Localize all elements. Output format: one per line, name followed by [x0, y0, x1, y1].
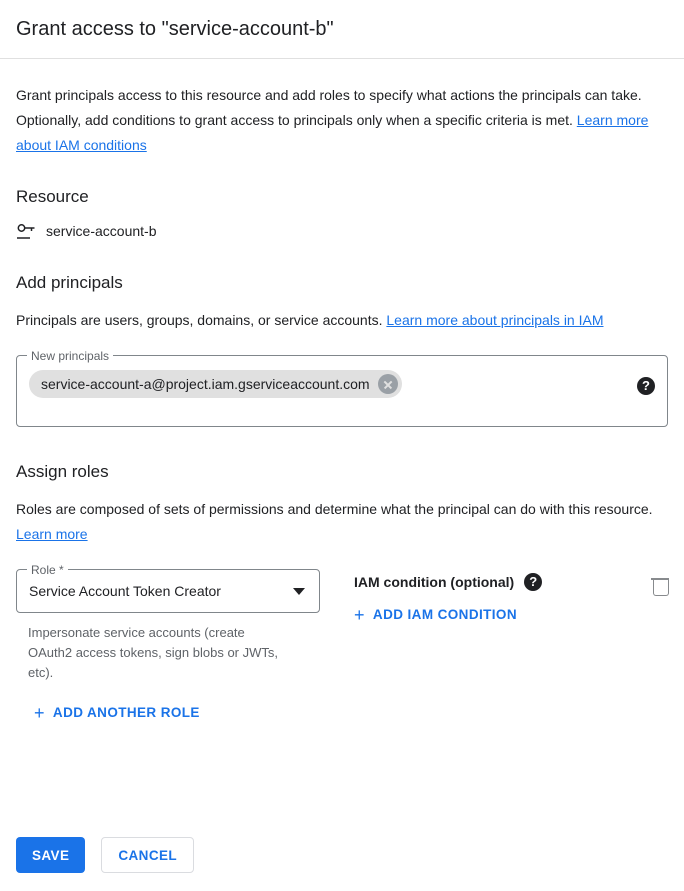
help-icon[interactable]: ? — [524, 573, 542, 591]
close-circle-icon[interactable] — [378, 374, 398, 394]
principal-chip[interactable] — [29, 370, 402, 398]
assign-roles-description-body: Roles are composed of sets of permissions and determine what the principal can do with this resource. — [16, 501, 653, 517]
role-select[interactable] — [16, 563, 320, 613]
save-button[interactable]: SAVE — [16, 837, 85, 873]
add-another-role-button[interactable] — [34, 701, 206, 724]
trash-icon[interactable] — [652, 577, 668, 595]
delete-role-column — [628, 569, 668, 595]
resource-name: service-account-b — [46, 223, 157, 239]
dialog-header — [0, 0, 684, 59]
page-title: Grant access to "service-account-b" — [16, 18, 334, 40]
add-principals-heading: Add principals — [16, 273, 123, 292]
dialog-footer — [0, 837, 684, 891]
chevron-down-icon — [293, 588, 305, 595]
principal-chip-label: service-account-a@project.iam.gserviceaccount.com — [41, 376, 370, 392]
add-another-role-label: ADD ANOTHER ROLE — [52, 705, 200, 720]
iam-condition-label: IAM condition (optional) — [354, 574, 515, 590]
intro-text-body: Grant principals access to this resource and add roles to specify what actions the principals can take. Optionally, add conditions to grant access to principals only when a specific criteria is met. — [16, 87, 642, 128]
add-another-role-row — [34, 701, 668, 724]
resource-row — [16, 222, 668, 240]
learn-more-iam-conditions-link[interactable]: Learn more about IAM conditions — [16, 112, 649, 153]
role-row — [16, 563, 668, 683]
resource-heading: Resource — [16, 187, 89, 206]
add-principals-description — [16, 308, 656, 333]
plus-icon: + — [34, 702, 45, 723]
service-account-icon — [16, 222, 36, 240]
new-principals-field[interactable] — [16, 349, 668, 427]
add-principals-description-body: Principals are users, groups, domains, or service accounts. — [16, 312, 387, 328]
help-icon[interactable]: ? — [637, 377, 655, 395]
learn-more-roles-link[interactable]: Learn more — [16, 526, 88, 542]
dialog-body — [0, 59, 684, 724]
learn-more-principals-link[interactable]: Learn more about principals in IAM — [386, 312, 604, 328]
assign-roles-description — [16, 497, 656, 547]
role-select-legend: Role * — [27, 562, 68, 578]
role-column — [16, 563, 320, 683]
iam-condition-header — [354, 573, 628, 591]
assign-roles-heading: Assign roles — [16, 462, 109, 481]
cancel-button[interactable]: CANCEL — [101, 837, 194, 873]
new-principals-legend: New principals — [27, 348, 113, 364]
intro-text — [16, 83, 656, 158]
iam-condition-column — [320, 569, 628, 626]
add-iam-condition-label: ADD IAM CONDITION — [372, 607, 517, 622]
role-description: Impersonate service accounts (create OAuth2 access tokens, sign blobs or JWTs, etc). — [28, 625, 278, 680]
add-iam-condition-button[interactable] — [354, 603, 523, 626]
role-select-value: Service Account Token Creator — [29, 583, 221, 599]
plus-icon: + — [354, 604, 365, 625]
